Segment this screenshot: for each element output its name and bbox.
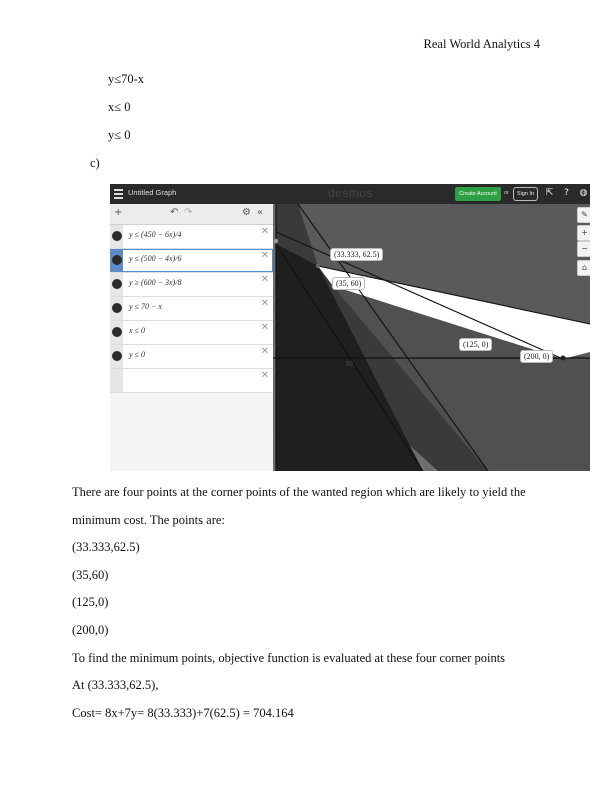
corner-point: (125,0) <box>72 595 109 609</box>
desmos-top-bar <box>110 184 590 204</box>
expression-panel <box>110 204 273 471</box>
expression-row[interactable] <box>110 297 273 321</box>
expression-toolbar <box>110 204 273 225</box>
expression-text[interactable]: y ≤ (500 − 4x)/6 <box>129 254 182 263</box>
expression-text[interactable]: y ≥ (600 − 3x)/8 <box>129 278 182 287</box>
corner-point: (33.333,62.5) <box>72 540 140 554</box>
delete-expression-icon[interactable]: ✕ <box>260 298 269 309</box>
color-toggle-icon[interactable] <box>112 231 122 241</box>
graph-canvas[interactable] <box>273 204 590 471</box>
help-icon[interactable]: ? <box>564 188 569 198</box>
color-toggle-icon[interactable] <box>112 327 122 337</box>
graph-plot <box>273 204 590 471</box>
point-label[interactable]: (33.333, 62.5) <box>330 248 383 261</box>
color-toggle-icon[interactable] <box>112 303 122 313</box>
empty-expression-row[interactable] <box>110 369 273 393</box>
expression-text[interactable]: y ≤ (450 − 6x)/4 <box>129 230 182 239</box>
or-label: or <box>504 190 509 196</box>
delete-expression-icon[interactable]: ✕ <box>260 346 269 357</box>
expression-text[interactable]: y ≤ 70 − x <box>129 302 162 311</box>
x-axis-tick: 150 <box>487 362 498 368</box>
wrench-icon[interactable]: ✎ <box>577 207 590 223</box>
x-axis-tick: 50 <box>346 362 353 368</box>
paragraph-line: To find the minimum points, objective function is evaluated at these four corner points <box>72 651 506 665</box>
globe-icon[interactable]: ◍ <box>579 188 588 198</box>
expression-text[interactable]: x ≤ 0 <box>129 326 145 335</box>
desmos-screenshot <box>110 184 590 471</box>
x-axis-tick: 200 <box>558 362 569 368</box>
expression-row[interactable] <box>110 225 273 249</box>
corner-point: (200,0) <box>72 623 109 637</box>
paragraph-line: minimum cost. The points are: <box>72 513 225 527</box>
point-label[interactable]: (125, 0) <box>459 338 492 351</box>
undo-icon[interactable]: ↶ <box>170 207 179 218</box>
expression-text[interactable]: y ≤ 0 <box>129 350 145 359</box>
paragraph-line: At (33.333,62.5), <box>72 678 159 692</box>
add-expression-icon[interactable]: + <box>114 207 123 218</box>
sign-in-button[interactable]: Sign In <box>513 187 538 201</box>
part-label: c) <box>90 156 100 170</box>
color-toggle-icon[interactable] <box>112 351 122 361</box>
desmos-logo: desmos <box>328 186 374 200</box>
cost-equation: Cost= 8x+7y= 8(33.333)+7(62.5) = 704.164 <box>72 706 294 720</box>
x-axis-tick: 100 <box>415 362 426 368</box>
point-label[interactable]: (35, 60) <box>332 277 365 290</box>
corner-point: (35,60) <box>72 568 109 582</box>
delete-expression-icon[interactable]: ✕ <box>260 370 269 381</box>
zoom-out-icon[interactable]: − <box>577 241 590 257</box>
color-toggle-icon[interactable] <box>112 255 122 265</box>
delete-expression-icon[interactable]: ✕ <box>260 322 269 333</box>
expression-row[interactable] <box>110 345 273 369</box>
zoom-in-icon[interactable]: + <box>577 225 590 241</box>
point-label[interactable]: (200, 0) <box>520 350 553 363</box>
paragraph-line: There are four points at the corner points of the wanted region which are likely to yield the <box>72 485 526 499</box>
settings-gear-icon[interactable]: ⚙ <box>242 207 251 218</box>
expression-row[interactable] <box>110 273 273 297</box>
color-toggle-icon[interactable] <box>112 279 122 289</box>
hamburger-menu-icon[interactable] <box>114 189 123 199</box>
graph-title[interactable]: Untitled Graph <box>128 188 177 197</box>
expression-row[interactable] <box>110 249 273 273</box>
constraint-line: y≤ 0 <box>108 128 131 142</box>
delete-expression-icon[interactable]: ✕ <box>260 226 269 237</box>
home-icon[interactable]: ⌂ <box>577 260 590 276</box>
create-account-button[interactable]: Create Account <box>455 187 501 201</box>
constraint-line: y≤70-x <box>108 72 145 86</box>
delete-expression-icon[interactable]: ✕ <box>260 274 269 285</box>
share-icon[interactable]: ⇱ <box>545 188 554 198</box>
running-header: Real World Analytics 4 <box>423 37 540 51</box>
delete-expression-icon[interactable]: ✕ <box>260 250 269 261</box>
expression-row[interactable] <box>110 321 273 345</box>
constraint-line: x≤ 0 <box>108 100 131 114</box>
redo-icon[interactable]: ↷ <box>184 207 193 218</box>
collapse-panel-icon[interactable]: « <box>257 207 264 218</box>
